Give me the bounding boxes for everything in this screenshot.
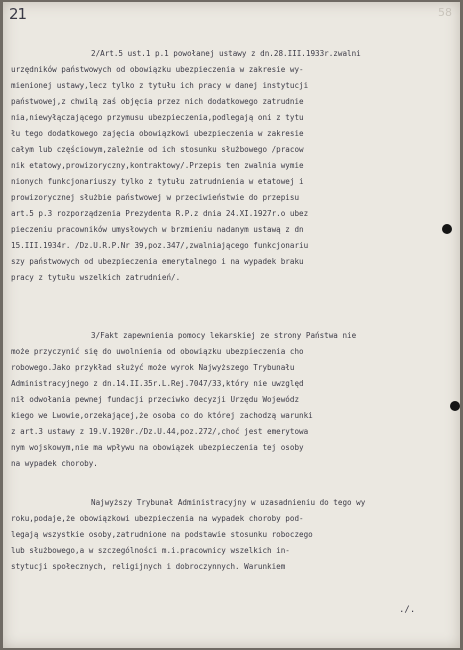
page-number-faint: 58 bbox=[438, 6, 452, 19]
paragraph-3 bbox=[3, 328, 460, 472]
text-line: 15.III.1934r. /Dz.U.R.P.Nr 39,poz.347/,zwalniającego funkcjonariu bbox=[11, 241, 309, 250]
text-line: roku,podaje,że obowiązkowi ubezpieczenia na wypadek choroby pod- bbox=[11, 514, 304, 523]
text-line: nił odwołania pewnej fundacji przeciwko decyzji Urzędu Wojewódz bbox=[11, 395, 300, 404]
text-line: art.5 p.3 rozporządzenia Prezydenta R.P.z dnia 24.XI.1927r.o ubez bbox=[11, 209, 309, 218]
text-line: Administracyjnego z dn.14.II.35r.L.Rej.7047/33,który nie uwzględ bbox=[11, 379, 304, 388]
paragraph-2 bbox=[3, 46, 460, 286]
text-line: kiego we Lwowie,orzekającej,że osoba co do której zachodzą warunki bbox=[11, 411, 313, 420]
text-line: całym lub częściowym,zależnie od ich stosunku służbowego /pracow bbox=[11, 145, 304, 154]
text-line: na wypadek choroby. bbox=[11, 459, 98, 468]
text-line: 2/Art.5 ust.1 p.1 powołanej ustawy z dn.28.III.1933r.zwalni bbox=[91, 49, 361, 58]
text-line: nia,niewyłączającego przymusu ubezpieczenia,podlegają oni z tytu bbox=[11, 113, 304, 122]
text-line: mienionej ustawy,lecz tylko z tytułu ich pracy w danej instytucji bbox=[11, 81, 309, 90]
text-line: państwowej,z chwilą zaś objęcia przez nich dodatkowego zatrudnie bbox=[11, 97, 304, 106]
text-line: robowego.Jako przykład służyć może wyrok Najwyższego Trybunału bbox=[11, 363, 295, 372]
text-line: Najwyższy Trybunał Administracyjny w uzasadnieniu do tego wy bbox=[91, 498, 366, 507]
text-line: pracy z tytułu wszelkich zatrudnień/. bbox=[11, 273, 181, 282]
text-line: prowizorycznej służbie państwowej w przeciwieństwie do przepisu bbox=[11, 193, 300, 202]
text-line: 3/Fakt zapewnienia pomocy lekarskiej ze strony Państwa nie bbox=[91, 331, 357, 340]
paragraph-4 bbox=[3, 495, 460, 575]
document-page bbox=[3, 2, 460, 648]
text-line: łu tego dodatkowego zajęcia obowiązkowi ubezpieczenia w zakresie bbox=[11, 129, 304, 138]
text-line: stytucji społecznych, religijnych i dobroczynnych. Warunkiem bbox=[11, 562, 286, 571]
continuation-mark: ./. bbox=[399, 605, 416, 615]
text-line: może przyczynić się do uwolnienia od obowiązku ubezpieczenia cho bbox=[11, 347, 304, 356]
punch-hole-lower bbox=[450, 401, 460, 411]
text-line: nionych funkcjonariuszy tylko z tytułu zatrudnienia w etatowej i bbox=[11, 177, 304, 186]
text-line: urzędników państwowych od obowiązku ubezpieczenia w zakresie wy- bbox=[11, 65, 304, 74]
punch-hole-upper bbox=[442, 224, 452, 234]
text-line: pieczeniu pracowników umysłowych w brzmieniu nadanym ustawą z dn bbox=[11, 225, 304, 234]
text-line: legają wszystkie osoby,zatrudnione na podstawie stosunku roboczego bbox=[11, 530, 313, 539]
text-line: lub służbowego,a w szczególności m.i.pracownicy wszelkich in- bbox=[11, 546, 290, 555]
text-line: szy państwowych od ubezpieczenia emerytalnego i na wypadek braku bbox=[11, 257, 304, 266]
page-number-handwritten: 21 bbox=[9, 5, 27, 23]
text-line: nym wojskowym,nie ma wpływu na obowiązek ubezpieczenia tej osoby bbox=[11, 443, 304, 452]
text-line: nik etatowy,prowizoryczny,kontraktowy/.Przepis ten zwalnia wymie bbox=[11, 161, 304, 170]
text-line: z art.3 ustawy z 19.V.1920r./Dz.U.44,poz.272/,choć jest emerytowa bbox=[11, 427, 309, 436]
